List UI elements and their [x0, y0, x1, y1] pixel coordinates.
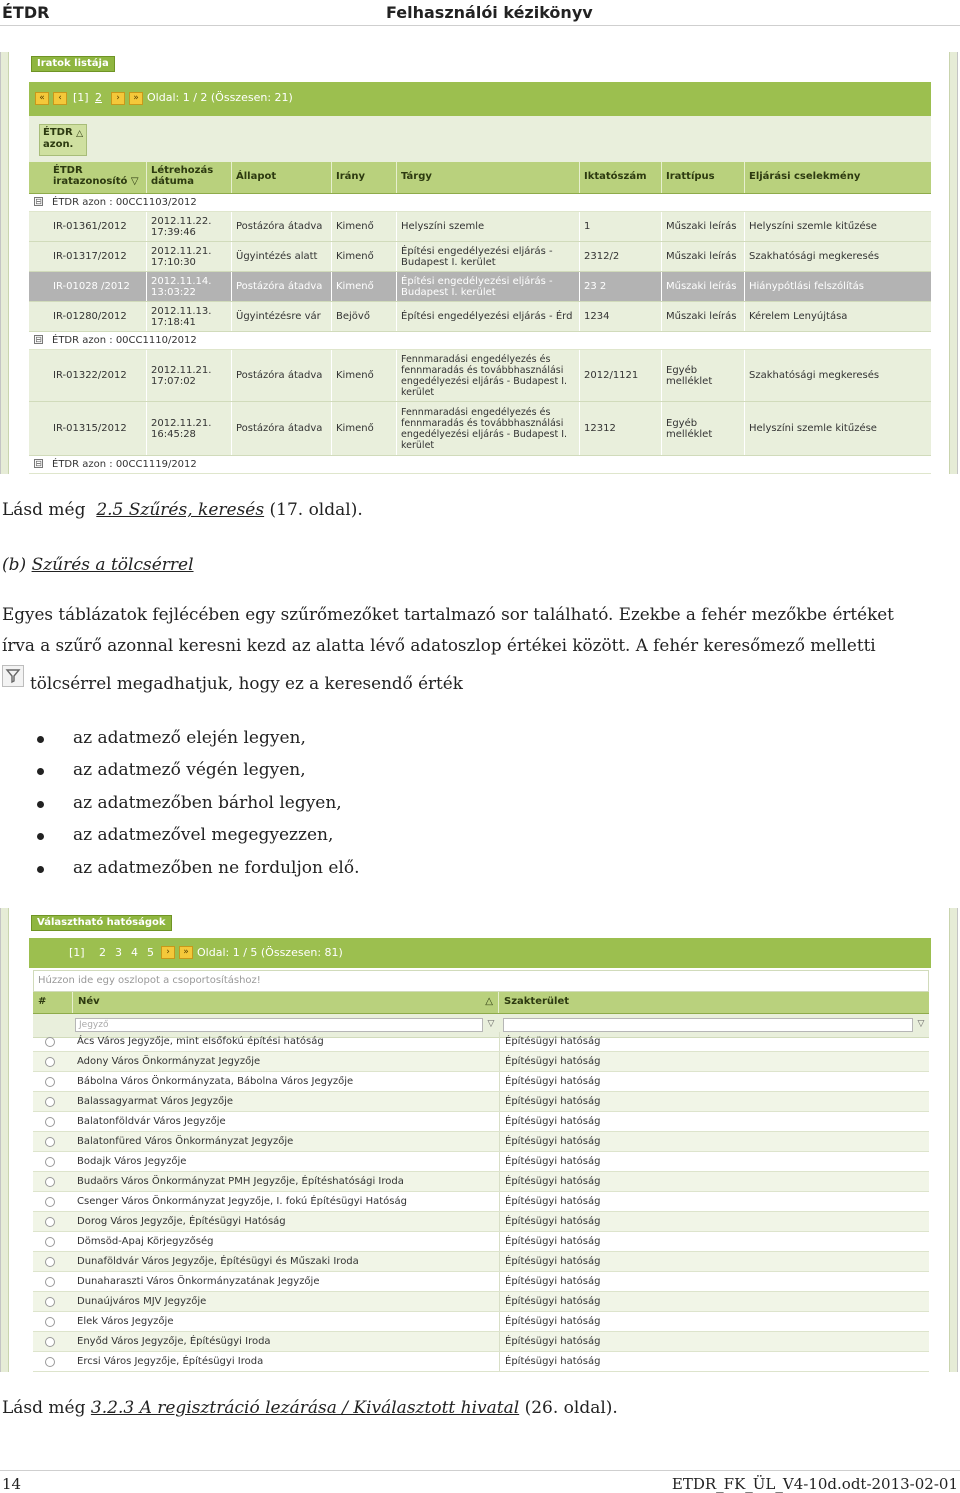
first-page-button[interactable]: « [35, 92, 49, 105]
table-row[interactable]: Dömsöd-Apaj Körjegyzőség Építésügyi hatóság [33, 1232, 929, 1252]
select-radio[interactable] [45, 1117, 55, 1127]
collapse-icon[interactable]: ⊟ [35, 197, 42, 206]
pager-info: Oldal: 1 / 5 (Összesen: 81) [197, 946, 343, 959]
select-radio[interactable] [45, 1257, 55, 1267]
select-radio[interactable] [45, 1097, 55, 1107]
see-also-link-2[interactable]: 3.2.3 A regisztráció lezárása / Kiválasztott hivatal [90, 1398, 520, 1418]
table-row[interactable]: IR-01322/2012 2012.11.21. 17:07:02 Postázóra átadva Kimenő Fennmaradási engedélyezés és fennmaradás és továbbhasználási engedélyezési eljárás - Budapest I. kerület 2012/1121 Egyéb melléklet Szakhatósági megkeresés [29, 350, 931, 402]
col-header-name[interactable]: Név △ [73, 992, 499, 1013]
table-row[interactable]: Balatonföldvár Város Jegyzője Építésügyi hatóság [33, 1112, 929, 1132]
select-radio[interactable] [45, 1317, 55, 1327]
bullet-dot [37, 801, 44, 808]
current-page: [1] [69, 946, 85, 959]
bullet-item: az adatmező elején legyen, [73, 728, 306, 748]
next-page-button[interactable]: › [161, 946, 175, 959]
bullet-dot [37, 736, 44, 743]
table-row[interactable]: Balatonfüred Város Önkormányzat Jegyzője Építésügyi hatóság [33, 1132, 929, 1152]
document-id: ETDR_FK_ÜL_V4-10d.odt-2013-02-01 [671, 1475, 958, 1493]
table-row[interactable]: Bábolna Város Önkormányzata, Bábolna Város Jegyzője Építésügyi hatóság [33, 1072, 929, 1092]
col-header-reg-number[interactable]: Iktatószám [580, 162, 662, 193]
bullet-dot [37, 768, 44, 775]
select-radio[interactable] [45, 1177, 55, 1187]
col-header-hash[interactable]: # [33, 992, 73, 1013]
section-title-link[interactable]: Szűrés a tölcsérrel [31, 555, 194, 575]
select-radio[interactable] [45, 1037, 55, 1047]
col-header-subject[interactable]: Tárgy [397, 162, 580, 193]
current-page: [1] [73, 91, 89, 104]
table-row-selected[interactable]: IR-01028 /2012 2012.11.14. 13:03:22 Postázóra átadva Kimenő Építési engedélyezési eljárás - Budapest I. kerület 23 2 Műszaki leírás Hiánypótlási felszólítás [29, 272, 931, 302]
specialty-filter-input[interactable] [503, 1018, 913, 1032]
group-label: ÉTDR azon : 00CC1119/2012 [52, 459, 197, 470]
col-header-doc-type[interactable]: Irattípus [662, 162, 745, 193]
page-header [0, 0, 960, 26]
pager-toolbar [29, 938, 931, 968]
col-header-id[interactable]: ÉTDR iratazonosító ▽ [49, 162, 147, 193]
header-manual-title: Felhasználói kézikönyv [386, 3, 593, 22]
table-row[interactable]: Ercsi Város Jegyzője, Építésügyi Iroda Építésügyi hatóság [33, 1352, 929, 1372]
table-header [33, 992, 929, 1014]
group-row[interactable] [29, 332, 931, 350]
table-row[interactable]: Ács Város Jegyzője, mint elsőfokú építési hatóság Építésügyi hatóság [33, 1032, 929, 1052]
select-radio[interactable] [45, 1277, 55, 1287]
page-5-link[interactable]: 5 [147, 946, 154, 959]
table-row[interactable]: Budaörs Város Önkormányzat PMH Jegyzője, Építéshatósági Iroda Építésügyi hatóság [33, 1172, 929, 1192]
last-page-button[interactable]: » [129, 92, 143, 105]
select-radio[interactable] [45, 1297, 55, 1307]
paragraph-line-2: írva a szűrő azonnal keresni kezd az alatta lévő adatoszlop értékei között. A fehér keresőmező melletti [2, 635, 876, 655]
bullet-item: az adatmező végén legyen, [73, 760, 306, 780]
page-2-link[interactable]: 2 [99, 946, 106, 959]
page-2-link[interactable]: 2 [95, 91, 102, 104]
header-app-name: ÉTDR [2, 3, 50, 22]
select-radio[interactable] [45, 1237, 55, 1247]
select-radio[interactable] [45, 1137, 55, 1147]
see-also-line-2: Lásd még 3.2.3 A regisztráció lezárása / Kiválasztott hivatal (26. oldal). [2, 1398, 618, 1418]
bullet-item: az adatmezőben ne forduljon elő. [73, 858, 360, 878]
select-radio[interactable] [45, 1157, 55, 1167]
table-row[interactable]: IR-01315/2012 2012.11.21. 16:45:28 Postázóra átadva Kimenő Fennmaradási engedélyezés és fennmaradás és továbbhasználási engedélyezési eljárás - Budapest I. kerület 12312 Egyéb melléklet Helyszíni szemle kitűzése [29, 402, 931, 456]
group-row[interactable] [29, 194, 931, 212]
document-table [29, 162, 931, 474]
filter-funnel-icon[interactable]: ▽ [917, 1019, 925, 1029]
table-row[interactable]: Balassagyarmat Város Jegyzője Építésügyi hatóság [33, 1092, 929, 1112]
select-radio[interactable] [45, 1357, 55, 1367]
right-gutter [949, 908, 957, 1372]
last-page-button[interactable]: » [179, 946, 193, 959]
group-label: ÉTDR azon : 00CC1103/2012 [52, 197, 197, 208]
select-radio[interactable] [45, 1197, 55, 1207]
bullet-dot [37, 866, 44, 873]
select-radio[interactable] [45, 1057, 55, 1067]
page-4-link[interactable]: 4 [131, 946, 138, 959]
table-row[interactable]: IR-01317/2012 2012.11.21. 17:10:30 Ügyintézés alatt Kimenő Építési engedélyezési eljárás - Budapest I. kerület 2312/2 Műszaki leírás Szakhatósági megkeresés [29, 242, 931, 272]
sort-asc-icon: △ [76, 129, 83, 139]
prev-page-button[interactable]: ‹ [53, 92, 67, 105]
col-header-created[interactable]: Létrehozás dátuma [147, 162, 232, 193]
screenshot-document-list [0, 52, 958, 474]
table-row[interactable]: Dorog Város Jegyzője, Építésügyi Hatóság Építésügyi hatóság [33, 1212, 929, 1232]
filter-funnel-icon[interactable]: ▽ [487, 1019, 495, 1029]
col-header-action[interactable]: Eljárási cselekmény [749, 171, 861, 182]
left-gutter [1, 908, 9, 1372]
table-row[interactable]: Csenger Város Önkormányzat Jegyzője, I. fokú Építésügyi Hatóság Építésügyi hatóság [33, 1192, 929, 1212]
group-drop-zone[interactable]: Húzzon ide egy oszlopot a csoportosításhoz! [33, 970, 929, 992]
col-header-status[interactable]: Állapot [232, 162, 332, 193]
panel-title-tab: Iratok listája [31, 56, 115, 72]
select-radio[interactable] [45, 1077, 55, 1087]
collapse-icon[interactable]: ⊟ [35, 459, 42, 468]
paragraph-line-3: tölcsérrel megadhatjuk, hogy ez a keresendő érték [30, 673, 463, 693]
col-header-direction[interactable]: Irány [332, 162, 397, 193]
group-label: ÉTDR azon : 00CC1110/2012 [52, 335, 197, 346]
table-row[interactable]: Elek Város Jegyzője Építésügyi hatóság [33, 1312, 929, 1332]
page-number: 14 [2, 1475, 22, 1493]
table-header [29, 162, 931, 194]
see-also-link-1[interactable]: 2.5 Szűrés, keresés [96, 500, 265, 520]
table-row[interactable]: Dunaújváros MJV Jegyzője Építésügyi hatóság [33, 1292, 929, 1312]
select-radio[interactable] [45, 1217, 55, 1227]
select-radio[interactable] [45, 1337, 55, 1347]
table-row[interactable]: Enyőd Város Jegyzője, Építésügyi Iroda Építésügyi hatóság [33, 1332, 929, 1352]
col-header-specialty[interactable]: Szakterület [504, 996, 570, 1007]
funnel-icon [2, 665, 24, 687]
pager-toolbar [29, 82, 931, 116]
table-row[interactable]: IR-01361/2012 2012.11.22. 17:39:46 Postázóra átadva Kimenő Helyszíni szemle 1 Műszaki leírás Helyszíni szemle kitűzése [29, 212, 931, 242]
bullet-dot [37, 833, 44, 840]
table-row[interactable]: Dunaföldvár Város Jegyzője, Építésügyi és Műszaki Iroda Építésügyi hatóság [33, 1252, 929, 1272]
page-3-link[interactable]: 3 [115, 946, 122, 959]
group-by-panel [29, 116, 931, 162]
sort-asc-icon: △ [485, 996, 493, 1007]
section-heading-b [2, 555, 194, 575]
left-gutter [1, 52, 9, 474]
group-by-chip-label: ÉTDR azon. [43, 127, 74, 150]
table-row[interactable]: Dunaharaszti Város Önkormányzatának Jegyzője Építésügyi hatóság [33, 1272, 929, 1292]
paragraph-line-1: Egyes táblázatok fejlécében egy szűrőmezőket tartalmazó sor található. Ezekbe a fehér mezőkbe értéket [2, 604, 894, 624]
page-footer [0, 1470, 960, 1493]
table-row[interactable]: Bodajk Város Jegyzője Építésügyi hatóság [33, 1152, 929, 1172]
collapse-icon[interactable]: ⊟ [35, 335, 42, 344]
authority-rows [33, 1032, 929, 1372]
panel-title-tab: Választható hatóságok [31, 915, 172, 931]
group-by-chip[interactable] [39, 124, 87, 156]
bullet-item: az adatmezővel megegyezzen, [73, 825, 334, 845]
name-filter-input[interactable]: Jegyző [75, 1018, 483, 1032]
pager-info: Oldal: 1 / 2 (Összesen: 21) [147, 91, 293, 104]
table-row[interactable]: IR-01280/2012 2012.11.13. 17:18:41 Ügyintézésre vár Bejövő Építési engedélyezési eljárás - Érd 1234 Műszaki leírás Kérelem Lenyújtása [29, 302, 931, 332]
see-also-line-1: Lásd még 2.5 Szűrés, keresés (17. oldal). [2, 500, 363, 520]
next-page-button[interactable]: › [111, 92, 125, 105]
screenshot-authority-list [0, 908, 958, 1372]
section-marker: (b) [2, 555, 27, 575]
bullet-item: az adatmezőben bárhol legyen, [73, 793, 342, 813]
group-row[interactable] [29, 456, 931, 474]
table-row[interactable]: Adony Város Önkormányzat Jegyzője Építésügyi hatóság [33, 1052, 929, 1072]
right-gutter [949, 52, 957, 474]
sort-desc-icon: ▽ [130, 176, 139, 187]
